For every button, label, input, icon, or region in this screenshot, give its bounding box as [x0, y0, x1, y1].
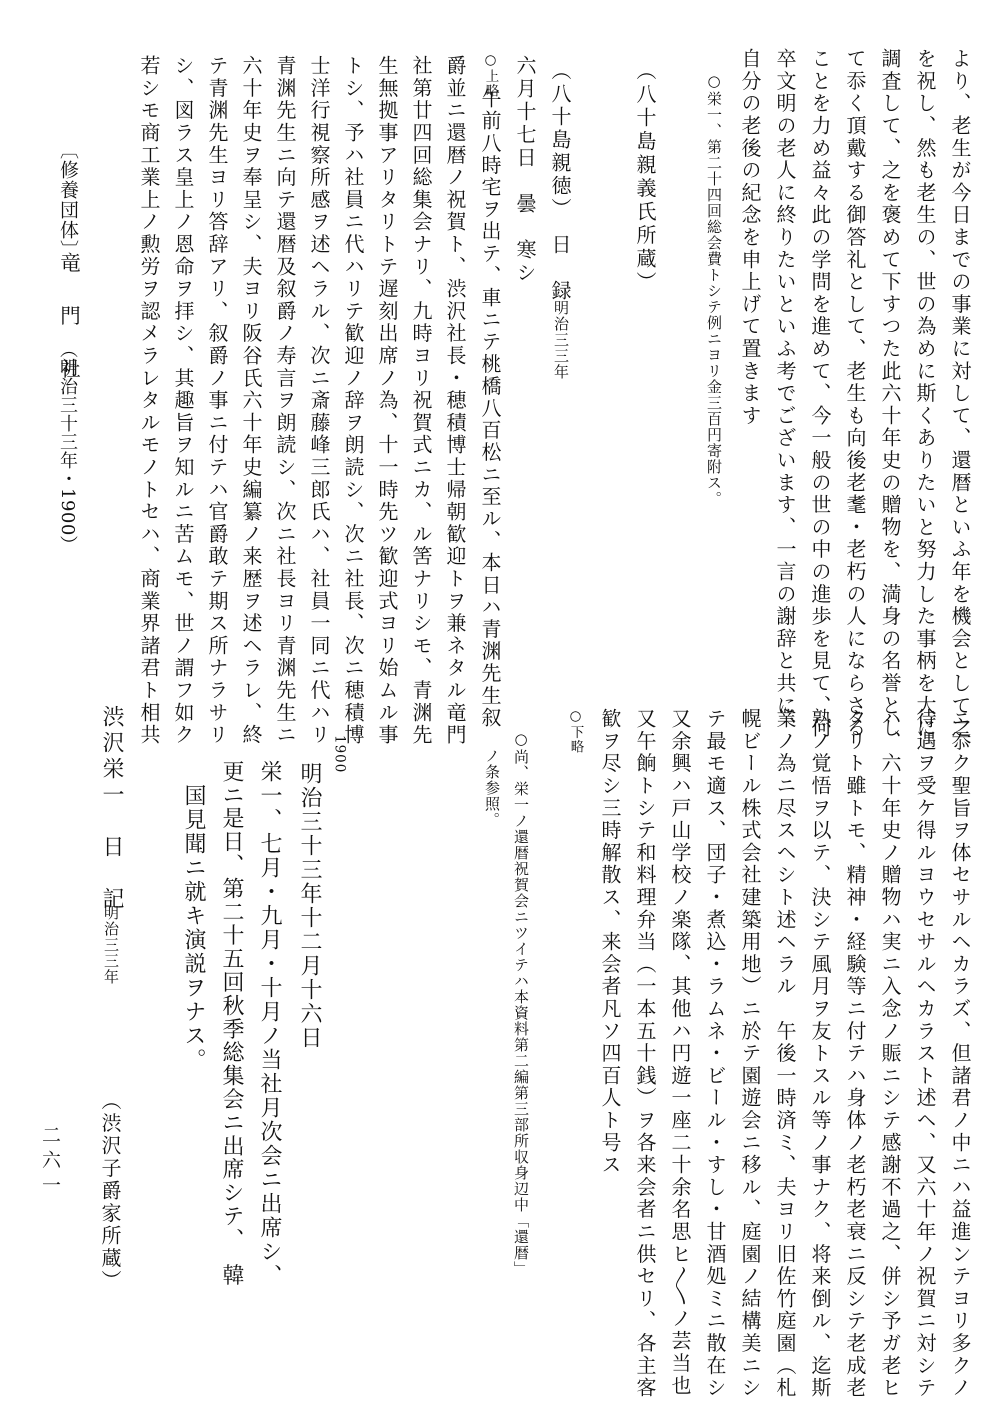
donation-note: ○栄一、第二十四回総会費トシテ例ニヨリ金三百円寄附ス。: [705, 72, 723, 507]
speech-line-4: て忝く頂戴する御答礼として、老生も向後老耄・老朽の人にならさる: [843, 48, 867, 740]
cont-line-11: 歓ヲ尽シ三時解散ス、来会者凡ソ四百人ト号ス: [598, 708, 622, 1177]
speech-line-1: より、老生が今日までの事業に対して、還暦といふ年を機会として之: [948, 48, 972, 740]
cont-line-4: タリト雖トモ、精神・経験等ニ付テハ身体ノ老朽老衰ニ反シテ老成老: [843, 708, 867, 1400]
year-number: 1900: [331, 735, 348, 774]
speech-line-5: ことを力め益々此の学問を進めて、今一般の世の中の進歩を見て、何: [808, 48, 832, 740]
diary-line-8: 六十年史ヲ奉呈シ、夫ヨリ阪谷氏六十年史編纂ノ来歴ヲ述ヘラレ、終: [239, 55, 263, 747]
page-number: 二六一: [39, 1125, 61, 1200]
cont-line-1: ニ忝ク聖旨ヲ体セサルヘカラズ、但諸君ノ中ニハ益進ンテヨリ多クノ: [948, 708, 972, 1400]
running-header-category: 〔修養団体〕: [57, 140, 79, 260]
hachijuushima-heading: （八十島親徳） 日 録: [548, 60, 572, 303]
speech-line-7: 自分の老後の紀念を申上げて置きます: [738, 48, 762, 428]
diary-line-1: 午前八時宅ヲ出テ、車ニテ桃橋八百松ニ至ル、本日ハ青渊先生叙: [478, 88, 502, 729]
reference-note-line-2: ノ条参照。: [483, 748, 501, 828]
entry-line-2: 更ニ是日、第二十五回秋季総集会ニ出席シテ、 韓: [219, 760, 244, 1288]
reference-note-line-1: ○尚、栄一ノ還暦祝賀会ニツイテハ本資料第二編第三部所収身辺中「還暦」: [512, 730, 530, 1277]
diary-line-6: 士洋行視察所感ヲ述ヘラル、次ニ斎藤峰三郎氏ハ、社員一同ニ代ハリ: [307, 55, 331, 747]
source-holder: （渋沢子爵家所蔵）: [98, 1090, 122, 1293]
cont-line-5: 熟ノ覚悟ヲ以テ、決シテ風月ヲ友トスル等ノ事ナク、将来倒ル、迄斯: [808, 708, 832, 1400]
hachijuushima-date: 六月十七日 曇 寒シ: [513, 55, 537, 285]
running-header-org: 竜 門 社: [56, 252, 81, 385]
hachijuushima-source: （八十島親義氏所蔵）: [633, 60, 657, 295]
cont-line-9: 又余興ハ戸山学校ノ楽隊、其他ハ円遊一座二十余名思ヒ〳〵ノ芸当也: [668, 708, 692, 1397]
diary-line-2: 爵並ニ還暦ノ祝賀ト、渋沢社長・穂積博士帰朝歓迎トヲ兼ネタル竜門: [443, 55, 467, 747]
cont-line-3: ハ、六十年史ノ贈物ハ実ニ入念ノ賑ニシテ感謝不過之、併シ予ガ老ヒ: [878, 708, 902, 1400]
diary-line-11: 若シモ商工業上ノ勲労ヲ認メラレタルモノトセハ、商業界諸君ト相共: [137, 55, 161, 747]
diary-line-4: 生無拠事アリタリトテ遅刻出席ノ為、十一時先ツ歓迎式ヨリ始ムル事: [375, 55, 399, 747]
diary-line-10: シ、図ラス皇上ノ恩命ヲ拝シ、其趣旨ヲ知ルニ苦ムモ、世ノ謂フ如ク: [171, 55, 195, 747]
running-header-year: （明治三十三年・1900）: [57, 340, 78, 555]
omission-mark-bottom: ○下略: [567, 708, 584, 754]
speech-line-3: 調査して、之を褒めて下すつた此六十年史の贈物を、満身の名誉とし: [878, 48, 902, 740]
diary-line-9: テ青渊先生ヨリ答辞アリ、叙爵ノ事ニ付テハ官爵敢テ期ス所ナラサリ: [205, 55, 229, 747]
entry-date: 明治三十三年十二月十六日: [297, 762, 322, 1050]
cont-line-7: 幌ビール株式会社建築用地）ニ於テ園遊会ニ移ル、庭園ノ結構美ニシ: [738, 708, 762, 1400]
source-title-year: 明治三三年: [102, 905, 120, 985]
speech-line-6: 卒文明の老人に終りたいといふ考でございます、一言の謝辞と共に、: [773, 48, 797, 740]
diary-line-7: 青渊先生ニ向テ還暦及叙爵ノ寿言ヲ朗読シ、次ニ社長ヨリ青渊先生ニ: [273, 55, 297, 747]
omission-mark-top: ○上略: [482, 52, 499, 98]
cont-line-6: 業ノ為ニ尽スヘシト述ヘラル 午後一時済ミ、夫ヨリ旧佐竹庭園（札: [773, 708, 797, 1400]
speech-line-2: を祝し、然も老生の、世の為めに斯くありたいと努力した事柄を大に: [913, 48, 937, 740]
diary-line-3: 社第廿四回総集会ナリ、九時ヨリ祝賀式ニカ、ル筈ナリシモ、青渊先: [409, 55, 433, 747]
cont-line-2: 待遇ヲ受ケ得ルヨウセサルヘカラスト述ヘ、又六十年ノ祝賀ニ対シテ: [913, 708, 937, 1400]
hachijuushima-heading-year: 明治三三年: [552, 300, 570, 380]
entry-line-1: 栄一、七月・九月・十月ノ当社月次会ニ出席シ、: [257, 760, 282, 1288]
entry-line-3: 国見聞ニ就キ演説ヲナス。: [181, 784, 206, 1072]
source-title: 渋沢栄一 日 記: [99, 705, 124, 913]
diary-line-5: トシ、予ハ社員ニ代ハリテ歓迎ノ辞ヲ朗読シ、次ニ社長、次ニ穂積博: [341, 55, 365, 747]
cont-line-10: 又午餉トシテ和料理弁当（一本五十銭）ヲ各来会者ニ供セリ、各主客: [633, 708, 657, 1400]
cont-line-8: テ最モ適ス、団子・煮込・ラムネ・ビール・すし・甘酒処ミニ散在シ: [703, 708, 727, 1400]
